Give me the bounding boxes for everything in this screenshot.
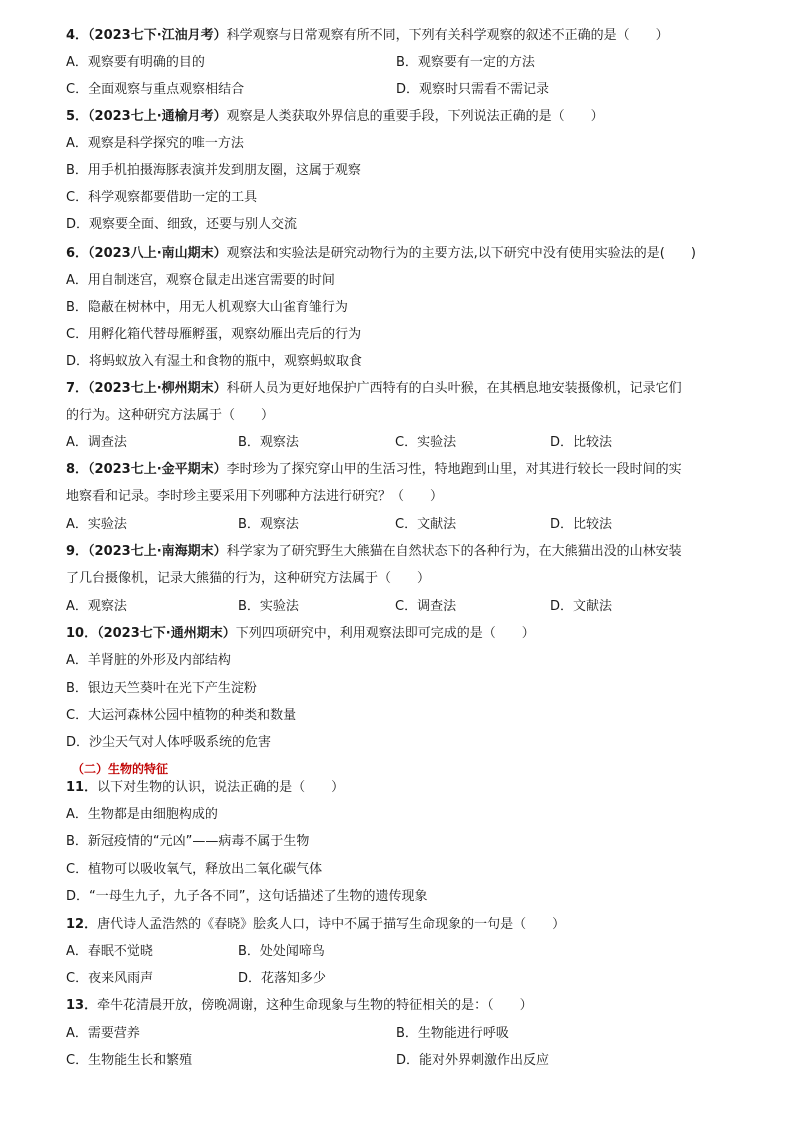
question-12: [66, 916, 565, 933]
question-source: （2023七上·南海期末）: [88, 544, 227, 559]
option-b: B．实验法: [238, 599, 299, 614]
option-b: B．观察要有一定的方法: [396, 55, 535, 70]
question-stem: 科学观察与日常观察有所不同，下列有关科学观察的叙述不正确的是（ ）: [226, 28, 669, 43]
option-d: D．观察时只需看不需记录: [396, 82, 550, 97]
question-number: 9．: [66, 544, 89, 559]
question-number: 8．: [66, 462, 89, 477]
question-source: （2023七下·江油月考）: [88, 28, 227, 43]
question-stem-continued: 了几台摄像机，记录大熊猫的行为，这种研究方法属于（ ）: [66, 571, 431, 586]
question-number: 12．: [66, 917, 98, 932]
option-b: B．银边天竺葵叶在光下产生淀粉: [66, 681, 257, 696]
option-d: D．沙尘天气对人体呼吸系统的危害: [66, 735, 272, 750]
option-d: D．将蚂蚁放入有湿土和食物的瓶中，观察蚂蚁取食: [66, 354, 363, 369]
question-10: [66, 625, 535, 642]
option-c: C．用孵化箱代替母雁孵蛋，观察幼雁出壳后的行为: [66, 327, 362, 342]
question-stem: 以下对生物的认识，说法正确的是（ ）: [97, 780, 345, 795]
question-number: 11．: [66, 780, 98, 795]
question-stem: 科学家为了研究野生大熊猫在自然状态下的各种行为，在大熊猫出没的山林安装: [226, 544, 682, 559]
option-a: A．观察法: [66, 599, 127, 614]
option-a: A．调查法: [66, 435, 127, 450]
question-6: [66, 245, 696, 262]
option-b: B．新冠疫情的“元凶”——病毒不属于生物: [66, 834, 310, 849]
option-c: C．大运河森林公园中植物的种类和数量: [66, 708, 297, 723]
option-d: D．比较法: [550, 517, 613, 532]
section-heading: （二）生物的特征: [72, 762, 169, 776]
option-d: D．观察要全面、细致，还要与别人交流: [66, 217, 298, 232]
question-number: 6．: [66, 246, 89, 261]
option-c: C．生物能生长和繁殖: [66, 1053, 193, 1068]
question-7: [66, 380, 682, 397]
question-number: 4．: [66, 28, 89, 43]
option-a: A．观察要有明确的目的: [66, 55, 205, 70]
option-b: B．生物能进行呼吸: [396, 1026, 509, 1041]
question-stem: 下列四项研究中，利用观察法即可完成的是（ ）: [235, 626, 535, 641]
question-stem-continued: 地察看和记录。李时珍主要采用下列哪种方法进行研究？（ ）: [66, 489, 444, 504]
option-c: C．文献法: [395, 517, 457, 532]
question-4: [66, 27, 669, 44]
option-a: A．羊肾脏的外形及内部结构: [66, 653, 231, 668]
question-source: （2023七上·通榆月考）: [88, 109, 227, 124]
question-stem: 科研人员为更好地保护广西特有的白头叶猴，在其栖息地安装摄像机，记录它们: [226, 381, 682, 396]
question-source: （2023七上·柳州期末）: [88, 381, 227, 396]
option-b: B．隐蔽在树林中，用无人机观察大山雀育雏行为: [66, 300, 348, 315]
option-d: D．花落知多少: [238, 971, 327, 986]
question-5: [66, 108, 604, 125]
question-stem: 观察法和实验法是研究动物行为的主要方法,以下研究中没有使用实验法的是( ): [226, 246, 696, 261]
question-11: [66, 779, 344, 796]
option-c: C．实验法: [395, 435, 457, 450]
question-number: 5．: [66, 109, 89, 124]
option-c: C．夜来风雨声: [66, 971, 154, 986]
question-stem: 牵牛花清晨开放，傍晚凋谢，这种生命现象与生物的特征相关的是：（ ）: [97, 998, 533, 1013]
option-b: B．观察法: [238, 517, 299, 532]
option-a: A．实验法: [66, 517, 127, 532]
option-c: C．科学观察都要借助一定的工具: [66, 190, 258, 205]
option-d: D．文献法: [550, 599, 613, 614]
option-c: C．植物可以吸收氧气，释放出二氧化碳气体: [66, 862, 323, 877]
question-source: （2023七下·通州期末）: [97, 626, 236, 641]
option-c: C．调查法: [395, 599, 457, 614]
question-stem: 李时珍为了探究穿山甲的生活习性，特地跑到山里，对其进行较长一段时间的实: [226, 462, 682, 477]
option-b: B．处处闻啼鸟: [238, 944, 325, 959]
question-source: （2023七上·金平期末）: [88, 462, 227, 477]
question-stem: 观察是人类获取外界信息的重要手段，下列说法正确的是（ ）: [226, 109, 604, 124]
question-stem-continued: 的行为。这种研究方法属于（ ）: [66, 408, 275, 423]
option-a: A．需要营养: [66, 1026, 140, 1041]
option-c: C．全面观察与重点观察相结合: [66, 82, 245, 97]
question-8: [66, 461, 682, 478]
question-13: [66, 997, 533, 1014]
question-number: 10．: [66, 626, 98, 641]
option-a: A．春眠不觉晓: [66, 944, 153, 959]
option-b: B．用手机拍摄海豚表演并发到朋友圈，这属于观察: [66, 163, 361, 178]
question-stem: 唐代诗人孟浩然的《春晓》脍炙人口，诗中不属于描写生命现象的一句是（ ）: [97, 917, 566, 932]
option-d: D．能对外界刺激作出反应: [396, 1053, 550, 1068]
question-source: （2023八上·南山期末）: [88, 246, 227, 261]
option-d: D．“一母生九子，九子各不同”，这句话描述了生物的遗传现象: [66, 889, 428, 904]
question-9: [66, 543, 682, 560]
option-b: B．观察法: [238, 435, 299, 450]
question-number: 13．: [66, 998, 98, 1013]
question-number: 7．: [66, 381, 89, 396]
option-a: A．生物都是由细胞构成的: [66, 807, 218, 822]
option-a: A．用自制迷宫，观察仓鼠走出迷宫需要的时间: [66, 273, 335, 288]
option-a: A．观察是科学探究的唯一方法: [66, 136, 244, 151]
option-d: D．比较法: [550, 435, 613, 450]
